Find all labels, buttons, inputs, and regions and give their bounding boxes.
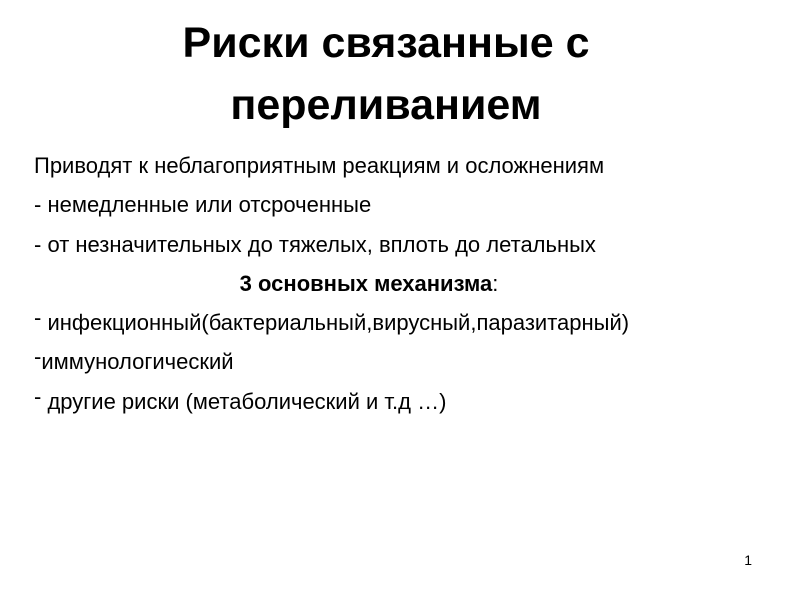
mechanism-text: инфекционный(бактериальный,вирусный,паразитарный) [41,310,630,336]
mechanism-text: иммунологический [41,349,234,375]
page-number: 1 [744,552,752,568]
mechanism-dash: - [34,344,42,370]
mechanisms-heading [34,264,704,303]
slide-body [34,146,774,421]
slide-title-line-2: переливанием [230,81,542,129]
mechanisms-heading-bold: 3 основных механизма [239,270,493,296]
intro-text: Приводят к неблагоприятным реакциям и осложнениям [34,153,605,178]
mechanism-dash: - [34,383,42,409]
mechanism-item-other [34,382,774,421]
mechanisms-heading-colon: : [492,270,499,296]
mechanism-text: другие риски (метаболический и т.д …) [41,388,447,414]
list-item-immediate: - немедленные или отсроченные [34,192,372,218]
mechanism-item-immunological [34,342,774,381]
mechanism-item-infectious [34,303,774,342]
slide-title-line-1: Риски связанные с [182,19,590,67]
list-item-severity: - от незначительных до тяжелых, вплоть до летальных [34,231,596,257]
slide-title [0,12,772,136]
mechanism-dash: - [34,305,42,331]
